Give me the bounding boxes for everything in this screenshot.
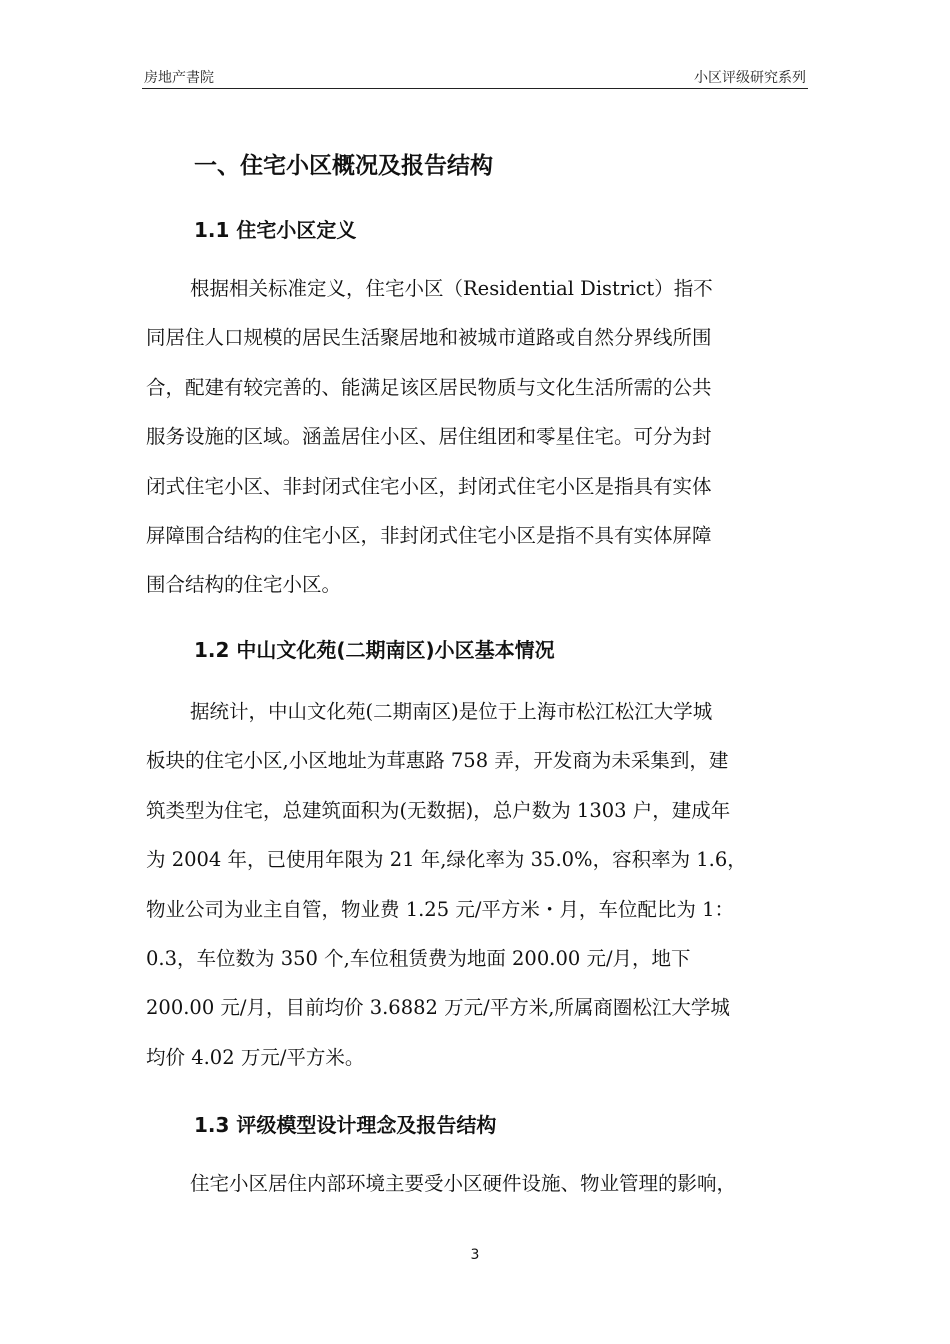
chapter-title: 一、住宅小区概况及报告结构: [194, 153, 493, 179]
paragraph-line: 闭式住宅小区、非封闭式住宅小区，封闭式住宅小区是指具有实体: [146, 474, 712, 498]
paragraph-line: 屏障围合结构的住宅小区，非封闭式住宅小区是指不具有实体屏障: [146, 523, 712, 547]
paragraph-line: 据统计，中山文化苑(二期南区)是位于上海市松江松江大学城: [190, 700, 713, 723]
paragraph-line: 板块的住宅小区,小区地址为茸惠路 758 弄，开发商为未采集到，建: [146, 749, 729, 773]
paragraph-line: 物业公司为业主自管，物业费 1.25 元/平方米・月，车位配比为 1：: [146, 897, 734, 921]
section-heading-1-1: 1.1 住宅小区定义: [194, 218, 357, 242]
header-publisher: 房地产書院: [144, 70, 214, 86]
section-heading-1-3: 1.3 评级模型设计理念及报告结构: [194, 1113, 497, 1137]
paragraph-line: 根据相关标准定义，住宅小区（Residential District）指不: [190, 277, 713, 300]
section-1-1-paragraph: [146, 264, 810, 610]
paragraph-line: 均价 4.02 万元/平方米。: [146, 1045, 365, 1069]
page-header: [142, 64, 808, 89]
section-heading-1-2: 1.2 中山文化苑(二期南区)小区基本情况: [194, 638, 555, 662]
paragraph-line: 筑类型为住宅，总建筑面积为(无数据)，总户数为 1303 户，建成年: [146, 798, 731, 822]
section-1-2-paragraph: [146, 687, 810, 1082]
paragraph-line: 服务设施的区域。涵盖居住小区、居住组团和零星住宅。可分为封: [146, 425, 712, 449]
paragraph-line: 围合结构的住宅小区。: [146, 573, 342, 597]
paragraph-line: 同居住人口规模的居民生活聚居地和被城市道路或自然分界线所围: [146, 326, 712, 350]
paragraph-line: 200.00 元/月，目前均价 3.6882 万元/平方米,所属商圈松江大学城: [146, 996, 730, 1020]
paragraph-line: 合，配建有较完善的、能满足该区居民物质与文化生活所需的公共: [146, 375, 712, 399]
paragraph-line: 0.3，车位数为 350 个,车位租赁费为地面 200.00 元/月，地下: [146, 946, 691, 970]
header-series-title: 小区评级研究系列: [694, 70, 806, 86]
paragraph-line: 为 2004 年，已使用年限为 21 年,绿化率为 35.0%，容积率为 1.6，: [146, 848, 747, 872]
page-number: 3: [470, 1247, 480, 1263]
paragraph-line: 住宅小区居住内部环境主要受小区硬件设施、物业管理的影响，: [190, 1172, 737, 1195]
section-1-3-paragraph: [146, 1159, 810, 1208]
